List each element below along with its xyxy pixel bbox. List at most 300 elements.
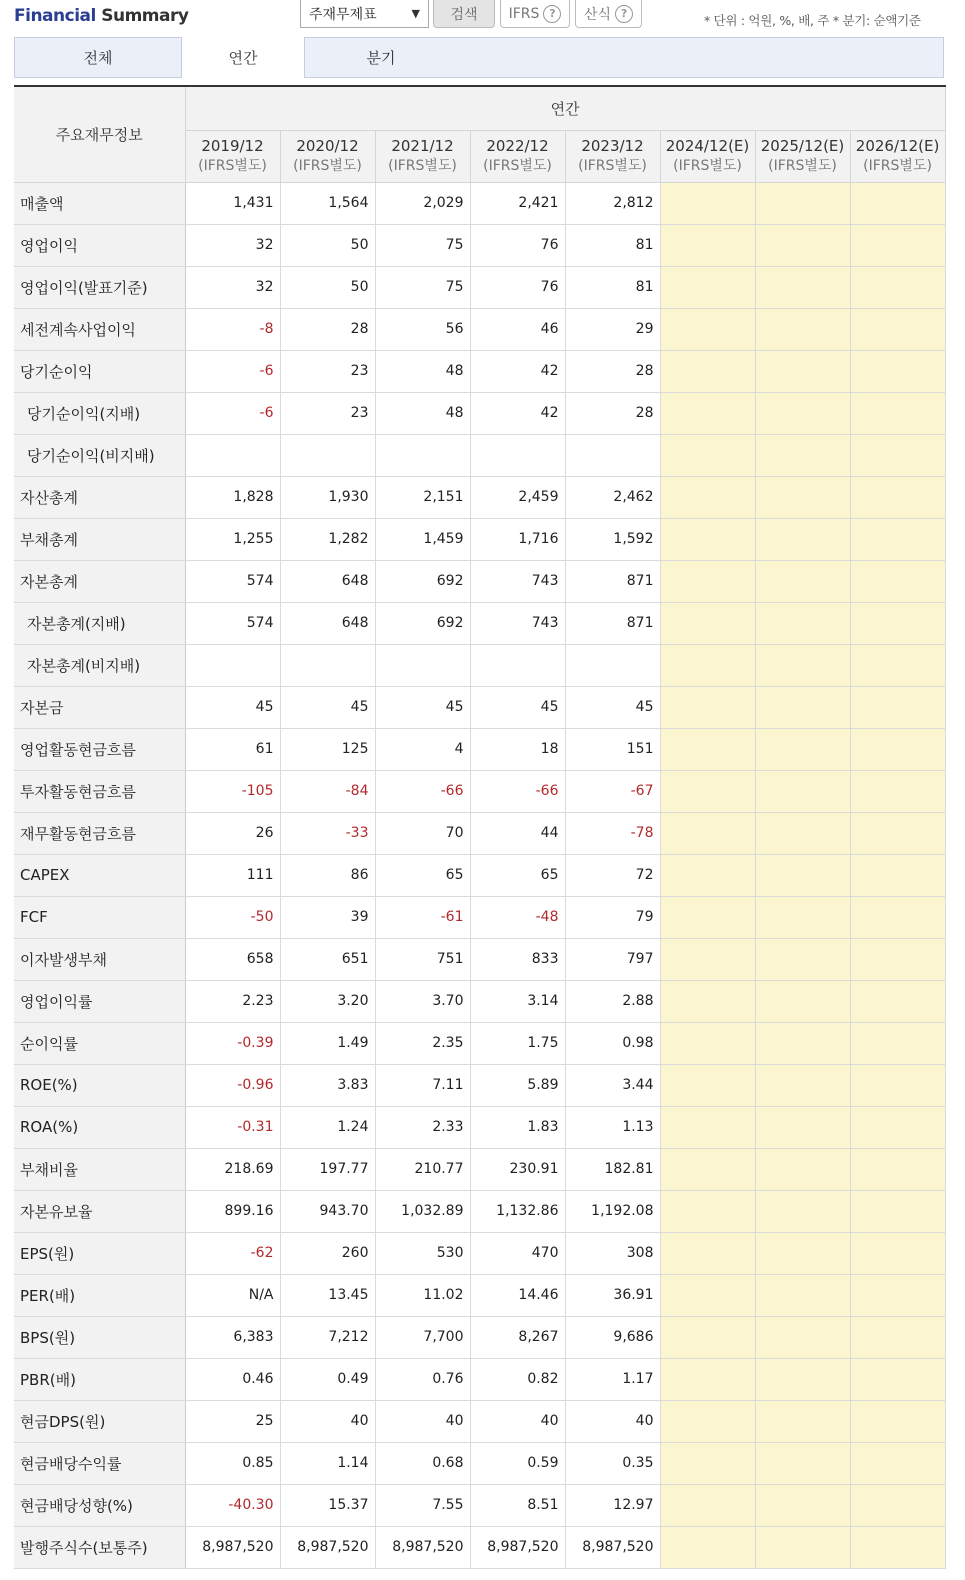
table-cell [850,896,945,938]
table-cell [755,1484,850,1526]
table-cell: 1,282 [280,518,375,560]
table-cell: 45 [280,686,375,728]
table-cell [850,434,945,476]
table-cell [660,266,755,308]
table-cell: 1.17 [565,1358,660,1400]
table-cell: 7,700 [375,1316,470,1358]
annual-group-header: 연간 [185,86,945,130]
ifrs-help-button[interactable] [500,0,570,28]
table-cell [850,602,945,644]
table-cell: 42 [470,392,565,434]
row-label: 영업활동현금흐름 [14,728,185,770]
table-cell: 46 [470,308,565,350]
year-column-header [280,130,375,182]
table-row [14,980,945,1022]
table-cell [660,980,755,1022]
table-cell: 28 [280,308,375,350]
table-cell: 29 [565,308,660,350]
table-row [14,1190,945,1232]
table-cell [660,224,755,266]
row-label: 현금DPS(원) [14,1400,185,1442]
table-cell: 86 [280,854,375,896]
table-cell [755,1064,850,1106]
table-cell: 75 [375,266,470,308]
table-cell [755,560,850,602]
table-row [14,560,945,602]
year-label: 2019/12 [201,137,264,155]
table-cell: 1,592 [565,518,660,560]
table-cell [755,1190,850,1232]
row-label: EPS(원) [14,1232,185,1274]
table-cell [850,728,945,770]
table-cell: 743 [470,602,565,644]
table-cell: 44 [470,812,565,854]
row-label: 자본총계(비지배) [14,644,185,686]
table-cell [755,476,850,518]
table-row [14,392,945,434]
table-cell: 111 [185,854,280,896]
table-cell [660,1400,755,1442]
table-cell: 2,812 [565,182,660,224]
table-cell: 23 [280,392,375,434]
table-cell: 8,987,520 [470,1526,565,1568]
table-cell [755,1148,850,1190]
table-cell: 70 [375,812,470,854]
table-cell [755,896,850,938]
year-label: 2021/12 [391,137,454,155]
year-column-header [565,130,660,182]
table-cell [660,1064,755,1106]
table-cell: 151 [565,728,660,770]
table-cell [660,1232,755,1274]
table-cell [660,1022,755,1064]
table-cell [850,1148,945,1190]
table-cell [850,518,945,560]
table-cell: -0.96 [185,1064,280,1106]
table-cell: 692 [375,602,470,644]
row-label: 당기순이익 [14,350,185,392]
table-cell: 2.23 [185,980,280,1022]
table-cell [660,1526,755,1568]
table-cell: 32 [185,266,280,308]
table-cell: -66 [375,770,470,812]
table-cell [850,560,945,602]
table-cell: 75 [375,224,470,266]
row-label: 매출액 [14,182,185,224]
table-cell [755,602,850,644]
table-cell [850,1316,945,1358]
table-cell: 48 [375,392,470,434]
table-cell: 0.59 [470,1442,565,1484]
table-cell: 692 [375,560,470,602]
table-cell: 1.49 [280,1022,375,1064]
row-label: FCF [14,896,185,938]
table-cell [755,1106,850,1148]
table-cell [660,476,755,518]
row-label: ROA(%) [14,1106,185,1148]
table-cell [755,686,850,728]
table-cell [755,518,850,560]
statement-type-value: 주재무제표 [309,6,377,23]
table-cell [185,434,280,476]
table-cell [850,182,945,224]
table-cell: 1,255 [185,518,280,560]
table-row [14,602,945,644]
table-cell [850,1106,945,1148]
table-cell: 2.35 [375,1022,470,1064]
row-label: PBR(배) [14,1358,185,1400]
table-cell: 0.35 [565,1442,660,1484]
table-cell: 79 [565,896,660,938]
table-cell [660,1274,755,1316]
table-cell [850,1526,945,1568]
accounting-basis-label: (IFRS별도) [293,158,362,174]
table-row [14,266,945,308]
table-cell: 7.11 [375,1064,470,1106]
table-cell [660,1148,755,1190]
table-cell: 2.33 [375,1106,470,1148]
table-cell: 40 [470,1400,565,1442]
table-cell: 8,267 [470,1316,565,1358]
table-cell [660,392,755,434]
table-cell: 32 [185,224,280,266]
row-label: 발행주식수(보통주) [14,1526,185,1568]
table-row [14,1400,945,1442]
table-cell: 3.14 [470,980,565,1022]
table-cell [850,1274,945,1316]
row-label: 자본총계(지배) [14,602,185,644]
table-cell [660,602,755,644]
table-cell: 8,987,520 [565,1526,660,1568]
table-cell [850,770,945,812]
table-cell: -105 [185,770,280,812]
table-cell [660,350,755,392]
table-cell: 658 [185,938,280,980]
table-cell: 7.55 [375,1484,470,1526]
search-button[interactable] [433,0,495,28]
year-column-header [185,130,280,182]
table-row [14,854,945,896]
table-cell: 15.37 [280,1484,375,1526]
row-label: 투자활동현금흐름 [14,770,185,812]
table-cell [850,1190,945,1232]
title-summary: Summary [101,6,189,26]
table-cell: 8.51 [470,1484,565,1526]
table-cell: 8,987,520 [375,1526,470,1568]
row-label: 영업이익률 [14,980,185,1022]
row-label: 부채총계 [14,518,185,560]
table-cell [660,1358,755,1400]
table-cell [755,812,850,854]
table-cell [850,392,945,434]
accounting-basis-label: (IFRS별도) [388,158,457,174]
table-cell [850,308,945,350]
table-row [14,224,945,266]
tab-quarterly[interactable]: 분기 [366,49,396,67]
table-cell: -8 [185,308,280,350]
table-cell: 12.97 [565,1484,660,1526]
table-cell: -6 [185,392,280,434]
row-label: ROE(%) [14,1064,185,1106]
table-cell: 0.76 [375,1358,470,1400]
table-cell: -66 [470,770,565,812]
table-cell [375,644,470,686]
table-cell: -84 [280,770,375,812]
table-cell: 18 [470,728,565,770]
accounting-basis-label: (IFRS별도) [578,158,647,174]
table-cell: 218.69 [185,1148,280,1190]
tab-all[interactable]: 전체 [83,49,113,67]
year-column-header [755,130,850,182]
table-cell: 1,431 [185,182,280,224]
table-cell: 574 [185,560,280,602]
period-tab-bar [14,37,944,78]
year-label: 2020/12 [296,137,359,155]
table-cell [660,938,755,980]
table-cell [660,644,755,686]
table-cell [280,434,375,476]
table-cell: 0.85 [185,1442,280,1484]
year-column-header [850,130,945,182]
row-label: CAPEX [14,854,185,896]
chevron-down-icon: ▼ [411,7,420,20]
table-cell [850,224,945,266]
table-row [14,476,945,518]
table-cell: 648 [280,602,375,644]
table-cell: 4 [375,728,470,770]
table-cell: 1,828 [185,476,280,518]
table-cell [660,518,755,560]
table-cell: 943.70 [280,1190,375,1232]
table-row [14,1484,945,1526]
table-cell: 1.83 [470,1106,565,1148]
table-cell [755,1526,850,1568]
table-cell: 42 [470,350,565,392]
table-cell [660,1106,755,1148]
table-cell: 25 [185,1400,280,1442]
table-cell: -67 [565,770,660,812]
table-cell: -33 [280,812,375,854]
table-cell [565,434,660,476]
year-label: 2025/12(E) [760,137,845,155]
table-cell [755,1232,850,1274]
table-cell [660,182,755,224]
table-cell: -50 [185,896,280,938]
table-row [14,938,945,980]
table-cell: 574 [185,602,280,644]
row-label: 자본금 [14,686,185,728]
table-cell [660,434,755,476]
table-cell: 48 [375,350,470,392]
row-label: 순이익률 [14,1022,185,1064]
table-cell [660,812,755,854]
table-cell: 751 [375,938,470,980]
table-cell [565,644,660,686]
table-cell [660,728,755,770]
table-cell: 1,930 [280,476,375,518]
table-row [14,350,945,392]
table-cell [755,434,850,476]
table-cell: 530 [375,1232,470,1274]
table-cell: 2.88 [565,980,660,1022]
table-row [14,518,945,560]
table-cell: 3.70 [375,980,470,1022]
table-cell [660,308,755,350]
table-cell: 0.82 [470,1358,565,1400]
table-cell: 3.20 [280,980,375,1022]
table-cell: 648 [280,560,375,602]
table-row [14,1232,945,1274]
accounting-basis-label: (IFRS별도) [673,158,742,174]
table-row [14,1106,945,1148]
table-cell [850,1400,945,1442]
table-cell: 8,987,520 [185,1526,280,1568]
year-column-header [470,130,565,182]
table-row [14,1316,945,1358]
table-cell [850,476,945,518]
table-cell: 6,383 [185,1316,280,1358]
row-label: 현금배당수익률 [14,1442,185,1484]
table-row [14,1526,945,1568]
statement-type-select[interactable] [300,0,429,28]
table-cell: 65 [470,854,565,896]
table-cell: 197.77 [280,1148,375,1190]
table-cell [755,182,850,224]
table-cell: -0.39 [185,1022,280,1064]
table-cell: 39 [280,896,375,938]
table-cell: 2,462 [565,476,660,518]
table-cell [850,1358,945,1400]
row-label: 이자발생부채 [14,938,185,980]
table-cell: 9,686 [565,1316,660,1358]
table-cell [660,686,755,728]
table-cell: -6 [185,350,280,392]
help-icon: ? [615,5,633,23]
table-cell: 26 [185,812,280,854]
row-label: 재무활동현금흐름 [14,812,185,854]
table-row [14,1022,945,1064]
table-cell [755,392,850,434]
table-row [14,1358,945,1400]
row-label: 영업이익(발표기준) [14,266,185,308]
table-cell [755,644,850,686]
table-cell: 5.89 [470,1064,565,1106]
table-row [14,1148,945,1190]
table-cell: 72 [565,854,660,896]
table-cell [755,1358,850,1400]
accounting-basis-label: (IFRS별도) [768,158,837,174]
tab-annual[interactable]: 연간 [181,37,305,78]
table-cell: 1,564 [280,182,375,224]
table-cell: 0.98 [565,1022,660,1064]
table-row [14,896,945,938]
table-cell: 61 [185,728,280,770]
table-cell: 45 [470,686,565,728]
table-row [14,308,945,350]
table-cell: 45 [375,686,470,728]
table-cell: 0.49 [280,1358,375,1400]
table-cell: 65 [375,854,470,896]
table-cell: 308 [565,1232,660,1274]
year-column-header [375,130,470,182]
table-cell: 40 [280,1400,375,1442]
title-financial: Financial [14,6,96,26]
year-column-header [660,130,755,182]
table-cell [755,728,850,770]
table-cell [660,1442,755,1484]
table-cell: -78 [565,812,660,854]
table-cell: 3.83 [280,1064,375,1106]
table-cell: 125 [280,728,375,770]
table-cell: 797 [565,938,660,980]
table-cell: 81 [565,224,660,266]
table-cell [755,938,850,980]
row-label: BPS(원) [14,1316,185,1358]
table-cell: 45 [185,686,280,728]
table-cell: 81 [565,266,660,308]
table-cell: 1,716 [470,518,565,560]
table-cell: 1,132.86 [470,1190,565,1232]
year-label: 2024/12(E) [665,137,750,155]
ifrs-label: IFRS [508,5,540,22]
accounting-basis-label: (IFRS별도) [198,158,267,174]
table-cell [850,854,945,896]
table-cell [850,980,945,1022]
table-row [14,182,945,224]
table-cell [660,896,755,938]
table-cell [755,770,850,812]
table-cell: 36.91 [565,1274,660,1316]
table-cell: 50 [280,224,375,266]
table-cell [755,1400,850,1442]
table-cell: 50 [280,266,375,308]
table-cell [755,350,850,392]
table-cell [755,980,850,1022]
accounting-basis-label: (IFRS별도) [863,158,932,174]
financial-summary-table [14,85,946,1569]
row-label: 세전계속사업이익 [14,308,185,350]
table-cell [185,644,280,686]
search-button-label: 검색 [450,6,478,23]
formula-help-button[interactable] [575,0,642,28]
table-row [14,1442,945,1484]
table-cell: 260 [280,1232,375,1274]
table-cell: 651 [280,938,375,980]
table-cell: 11.02 [375,1274,470,1316]
row-label: PER(배) [14,1274,185,1316]
row-label: 부채비율 [14,1148,185,1190]
table-cell [850,644,945,686]
table-cell: 0.46 [185,1358,280,1400]
table-cell: 2,459 [470,476,565,518]
table-cell: -48 [470,896,565,938]
table-cell: 76 [470,266,565,308]
table-cell: 470 [470,1232,565,1274]
table-cell [375,434,470,476]
row-label: 영업이익 [14,224,185,266]
year-label: 2026/12(E) [855,137,940,155]
table-cell [755,1442,850,1484]
table-row [14,1274,945,1316]
table-row [14,644,945,686]
table-row [14,728,945,770]
table-cell [660,854,755,896]
table-cell [755,224,850,266]
table-cell: 8,987,520 [280,1526,375,1568]
row-label: 자산총계 [14,476,185,518]
row-header-label: 주요재무정보 [14,86,185,182]
table-cell [850,686,945,728]
